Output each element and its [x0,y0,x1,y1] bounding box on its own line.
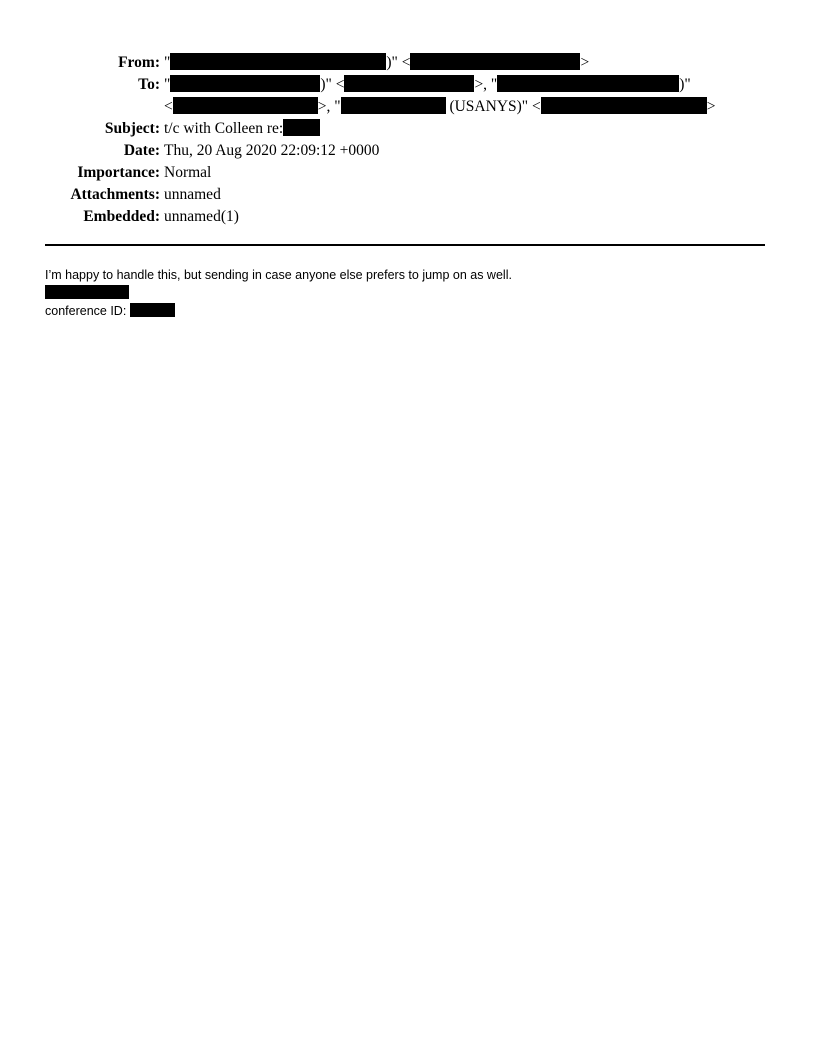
to-value-continued [164,96,716,118]
redaction-box [170,53,386,70]
from-label: From: [118,54,160,71]
redaction-box [130,303,175,317]
redaction-box [497,75,679,92]
to-label: To: [138,76,160,93]
quote: > [706,98,716,115]
redaction-box [173,97,318,114]
redaction-box [541,97,707,114]
embedded-value: unnamed(1) [164,208,239,225]
subject-text: t/c with Colleen re: [164,120,284,137]
conference-id-label: conference ID: [45,304,127,318]
importance-row [0,162,816,184]
quote: )" < [386,54,411,71]
embedded-label: Embedded: [83,208,160,225]
quote: )" < [320,76,345,93]
embedded-row [0,206,816,228]
quote: < [164,98,173,115]
date-value: Thu, 20 Aug 2020 22:09:12 +0000 [164,142,380,159]
attachments-label: Attachments: [70,186,160,203]
subject-label: Subject: [104,120,160,137]
quote: (USANYS)" < [445,98,541,115]
from-value [164,52,589,74]
redaction-box [170,75,320,92]
attachments-row [0,184,816,206]
quote: >, " [317,98,341,115]
redaction-box [410,53,580,70]
message-line: I’m happy to handle this, but sending in case anyone else prefers to jump on as well. [45,268,512,282]
to-value [164,74,691,96]
redaction-box [283,119,320,136]
quote: )" [679,76,691,93]
to-row-continued [0,96,816,118]
redaction-box [344,75,474,92]
date-label: Date: [123,142,160,159]
attachments-value: unnamed [164,186,221,203]
date-row [0,140,816,162]
from-row [0,52,816,74]
quote: " [164,54,171,71]
to-row [0,74,816,96]
importance-value: Normal [164,164,212,181]
redaction-box [45,285,129,299]
importance-label: Importance: [77,164,160,181]
redaction-box [341,97,446,114]
quote: > [580,54,590,71]
message-line [45,302,512,320]
subject-row [0,118,816,140]
quote: " [164,76,171,93]
quote: >, " [474,76,498,93]
email-header [0,52,816,228]
message-body [45,266,512,320]
subject-value [164,118,320,140]
header-divider [45,244,765,246]
message-line [45,284,512,302]
